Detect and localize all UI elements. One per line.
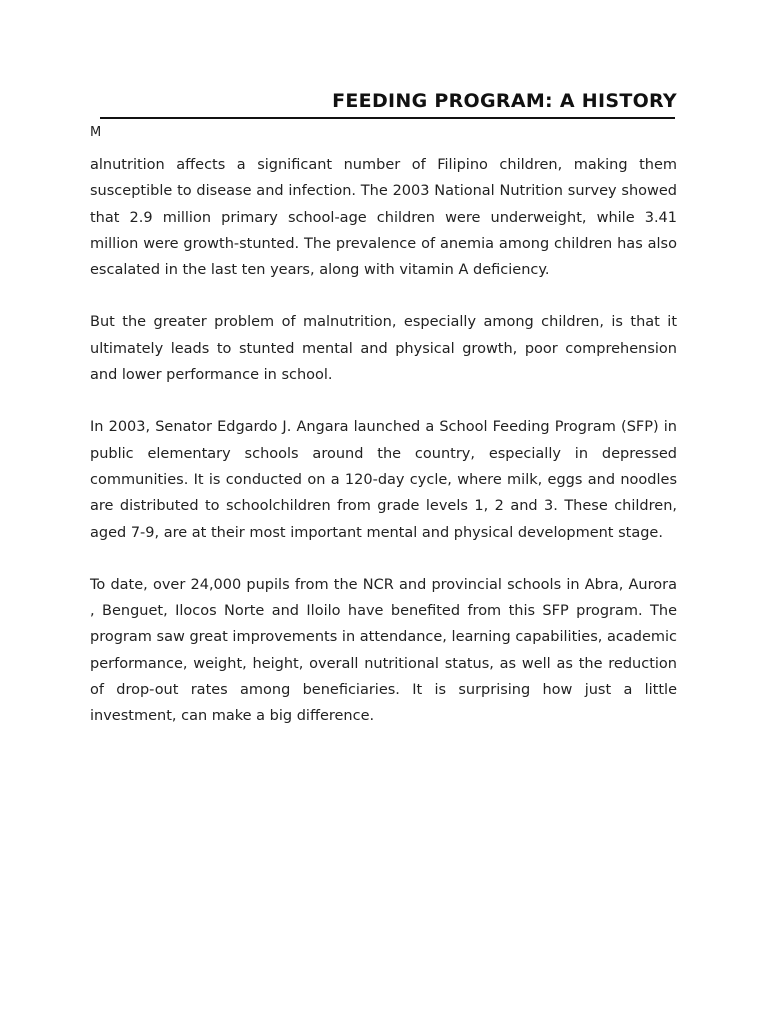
paragraph-1: alnutrition affects a significant number of Filipino children, making them susceptible to disease and infection. The 2003 National Nutrition survey showed that 2.9 million primary school-age children were underweight, while 3.41 million were growth-stunted. The prevalence of anemia among children has also escalated in the last ten years, along with vitamin A deficiency. bbox=[90, 157, 677, 279]
title-underline bbox=[100, 117, 675, 119]
drop-letter: M bbox=[90, 125, 102, 140]
document-title: FEEDING PROGRAM: A HISTORY bbox=[332, 90, 677, 112]
paragraph-2: But the greater problem of malnutrition, especially among children, is that it ultimately leads to stunted mental and physical growth, poor comprehension and lower performance in school. bbox=[90, 314, 677, 384]
document-body bbox=[90, 152, 677, 756]
paragraph-3: In 2003, Senator Edgardo J. Angara launched a School Feeding Program (SFP) in public elementary schools around the country, especially in depressed communities. It is conducted on a 120-day cycle, where milk, eggs and noodles are distributed to schoolchildren from grade levels 1, 2 and 3. These children, aged 7-9, are at their most important mental and physical development stage. bbox=[90, 419, 677, 541]
paragraph-4: To date, over 24,000 pupils from the NCR and provincial schools in Abra, Aurora , Benguet, Ilocos Norte and Iloilo have benefited from this SFP program. The program saw great improvements in attendance, learning capabilities, academic performance, weight, height, overall nutritional status, as well as the reduction of drop-out rates among beneficiaries. It is surprising how just a little investment, can make a big difference. bbox=[90, 576, 677, 725]
